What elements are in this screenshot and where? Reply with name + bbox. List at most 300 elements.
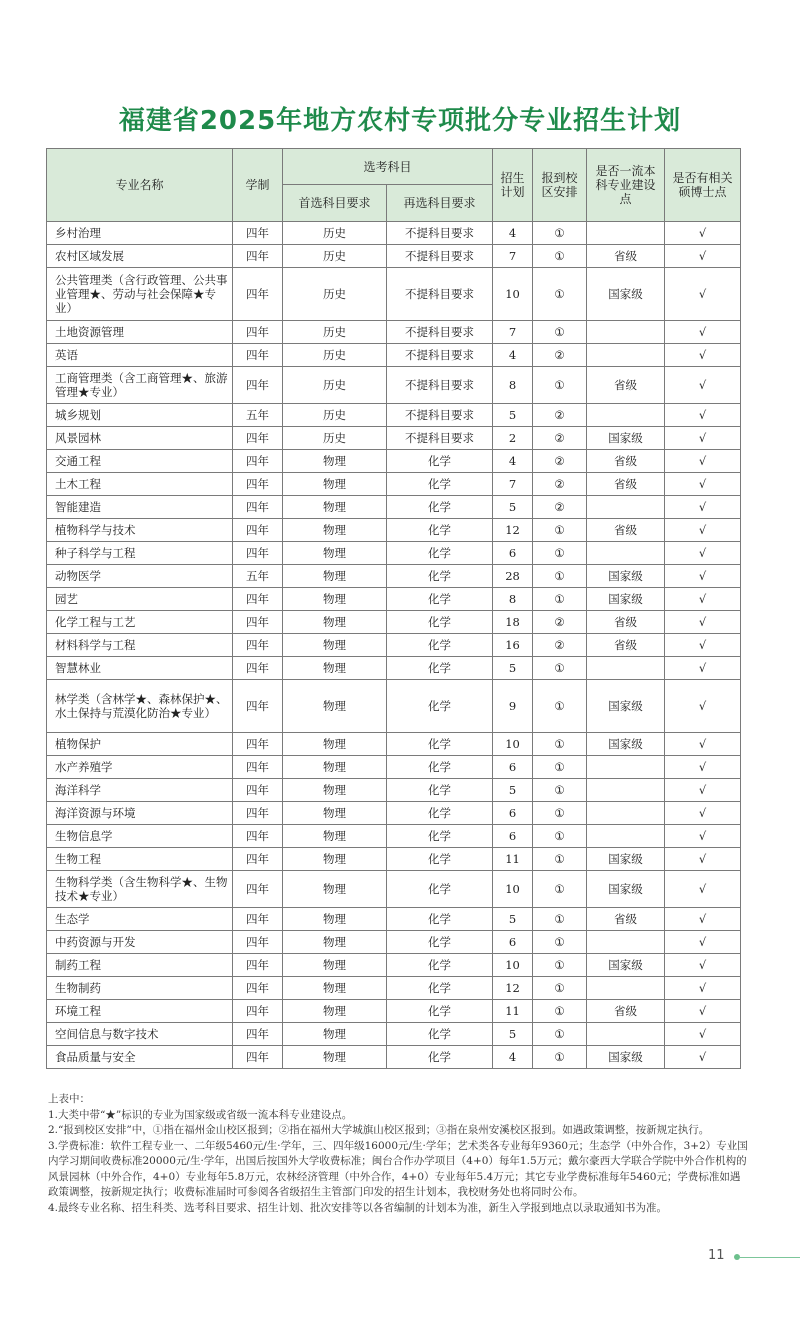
first-subject-cell: 物理 (283, 1023, 387, 1046)
campus-cell: ① (533, 657, 587, 680)
doctoral-cell: √ (665, 1046, 741, 1069)
doctoral-cell: √ (665, 611, 741, 634)
doctoral-cell: √ (665, 473, 741, 496)
table-row (47, 634, 741, 657)
table-row (47, 825, 741, 848)
plan-cell: 4 (493, 450, 533, 473)
campus-cell: ① (533, 756, 587, 779)
duration-cell: 四年 (233, 634, 283, 657)
first-subject-cell: 物理 (283, 657, 387, 680)
doctoral-cell: √ (665, 931, 741, 954)
header-major: 专业名称 (47, 149, 233, 222)
plan-cell: 9 (493, 680, 533, 733)
campus-cell: ② (533, 344, 587, 367)
duration-cell: 四年 (233, 871, 283, 908)
duration-cell: 四年 (233, 931, 283, 954)
major-cell: 土木工程 (47, 473, 233, 496)
campus-cell: ② (533, 404, 587, 427)
campus-cell: ① (533, 588, 587, 611)
first-class-cell: 省级 (587, 634, 665, 657)
duration-cell: 四年 (233, 733, 283, 756)
first-class-cell: 省级 (587, 473, 665, 496)
footer-line (740, 1257, 800, 1258)
first-class-cell: 省级 (587, 519, 665, 542)
header-subjects: 选考科目 (283, 149, 493, 185)
table-row (47, 779, 741, 802)
page-title: 福建省2025年地方农村专项批分专业招生计划 (118, 106, 682, 136)
doctoral-cell: √ (665, 404, 741, 427)
header-duration: 学制 (233, 149, 283, 222)
first-subject-cell: 历史 (283, 222, 387, 245)
header-plan: 招生计划 (493, 149, 533, 222)
first-subject-cell: 物理 (283, 473, 387, 496)
table-row (47, 1023, 741, 1046)
major-cell: 食品质量与安全 (47, 1046, 233, 1069)
table-row (47, 657, 741, 680)
plan-cell: 10 (493, 733, 533, 756)
page-number: 11 (708, 1248, 725, 1263)
plan-cell: 6 (493, 931, 533, 954)
major-cell: 水产养殖学 (47, 756, 233, 779)
major-cell: 智能建造 (47, 496, 233, 519)
doctoral-cell: √ (665, 954, 741, 977)
first-class-cell (587, 321, 665, 344)
table-row (47, 908, 741, 931)
first-class-cell (587, 222, 665, 245)
doctoral-cell: √ (665, 634, 741, 657)
table-row (47, 848, 741, 871)
plan-cell: 4 (493, 1046, 533, 1069)
second-subject-cell: 不提科目要求 (387, 404, 493, 427)
first-subject-cell: 物理 (283, 588, 387, 611)
plan-cell: 5 (493, 908, 533, 931)
first-subject-cell: 历史 (283, 268, 387, 321)
table-row (47, 802, 741, 825)
second-subject-cell: 化学 (387, 657, 493, 680)
duration-cell: 五年 (233, 404, 283, 427)
second-subject-cell: 化学 (387, 519, 493, 542)
second-subject-cell: 化学 (387, 931, 493, 954)
table-row (47, 931, 741, 954)
table-row (47, 268, 741, 321)
first-class-cell (587, 825, 665, 848)
first-subject-cell: 物理 (283, 871, 387, 908)
plan-cell: 5 (493, 404, 533, 427)
first-subject-cell: 历史 (283, 404, 387, 427)
second-subject-cell: 化学 (387, 908, 493, 931)
first-subject-cell: 物理 (283, 931, 387, 954)
major-cell: 空间信息与数字技术 (47, 1023, 233, 1046)
doctoral-cell: √ (665, 825, 741, 848)
header-campus: 报到校区安排 (533, 149, 587, 222)
plan-cell: 11 (493, 1000, 533, 1023)
first-subject-cell: 物理 (283, 450, 387, 473)
duration-cell: 四年 (233, 954, 283, 977)
campus-cell: ① (533, 268, 587, 321)
header-second-subject: 再选科目要求 (387, 185, 493, 222)
plan-cell: 12 (493, 519, 533, 542)
campus-cell: ① (533, 871, 587, 908)
doctoral-cell: √ (665, 657, 741, 680)
first-class-cell: 省级 (587, 367, 665, 404)
major-cell: 英语 (47, 344, 233, 367)
duration-cell: 四年 (233, 611, 283, 634)
first-subject-cell: 物理 (283, 756, 387, 779)
second-subject-cell: 化学 (387, 825, 493, 848)
duration-cell: 四年 (233, 496, 283, 519)
plan-cell: 8 (493, 588, 533, 611)
doctoral-cell: √ (665, 268, 741, 321)
note-line: 4.最终专业名称、招生科类、选考科目要求、招生计划、批次安排等以各省编制的计划本为准，新生入学报到地点以录取通知书为准。 (48, 1201, 668, 1214)
duration-cell: 四年 (233, 1023, 283, 1046)
duration-cell: 四年 (233, 802, 283, 825)
plan-cell: 4 (493, 344, 533, 367)
table-row (47, 321, 741, 344)
first-class-cell: 国家级 (587, 588, 665, 611)
second-subject-cell: 化学 (387, 779, 493, 802)
notes (48, 1092, 748, 1216)
plan-cell: 6 (493, 802, 533, 825)
plan-cell: 12 (493, 977, 533, 1000)
enrollment-plan-table (46, 148, 741, 1069)
second-subject-cell: 不提科目要求 (387, 268, 493, 321)
campus-cell: ① (533, 931, 587, 954)
duration-cell: 四年 (233, 245, 283, 268)
major-cell: 生态学 (47, 908, 233, 931)
doctoral-cell: √ (665, 542, 741, 565)
first-subject-cell: 历史 (283, 321, 387, 344)
second-subject-cell: 不提科目要求 (387, 344, 493, 367)
plan-cell: 6 (493, 825, 533, 848)
first-subject-cell: 物理 (283, 565, 387, 588)
table-row (47, 496, 741, 519)
major-cell: 制药工程 (47, 954, 233, 977)
table-row (47, 427, 741, 450)
second-subject-cell: 化学 (387, 977, 493, 1000)
major-cell: 智慧林业 (47, 657, 233, 680)
table-row (47, 756, 741, 779)
duration-cell: 四年 (233, 977, 283, 1000)
doctoral-cell: √ (665, 680, 741, 733)
table-row (47, 473, 741, 496)
second-subject-cell: 化学 (387, 473, 493, 496)
major-cell: 城乡规划 (47, 404, 233, 427)
plan-cell: 5 (493, 657, 533, 680)
duration-cell: 四年 (233, 519, 283, 542)
first-class-cell: 国家级 (587, 427, 665, 450)
doctoral-cell: √ (665, 802, 741, 825)
major-cell: 生物科学类（含生物科学★、生物技术★专业） (47, 871, 233, 908)
first-subject-cell: 历史 (283, 344, 387, 367)
campus-cell: ① (533, 1000, 587, 1023)
second-subject-cell: 化学 (387, 611, 493, 634)
major-cell: 植物保护 (47, 733, 233, 756)
first-subject-cell: 物理 (283, 733, 387, 756)
major-cell: 生物信息学 (47, 825, 233, 848)
plan-cell: 5 (493, 496, 533, 519)
duration-cell: 四年 (233, 1000, 283, 1023)
doctoral-cell: √ (665, 588, 741, 611)
first-class-cell: 国家级 (587, 680, 665, 733)
first-class-cell (587, 802, 665, 825)
doctoral-cell: √ (665, 779, 741, 802)
table-row (47, 977, 741, 1000)
campus-cell: ① (533, 733, 587, 756)
plan-cell: 6 (493, 542, 533, 565)
plan-cell: 6 (493, 756, 533, 779)
note-line: 2.“报到校区安排”中，①指在福州金山校区报到；②指在福州大学城旗山校区报到；③指在泉州安溪校区报到。如遇政策调整，按新规定执行。 (48, 1124, 710, 1136)
doctoral-cell: √ (665, 519, 741, 542)
first-subject-cell: 物理 (283, 611, 387, 634)
first-subject-cell: 物理 (283, 634, 387, 657)
plan-cell: 11 (493, 848, 533, 871)
campus-cell: ① (533, 565, 587, 588)
first-subject-cell: 物理 (283, 848, 387, 871)
campus-cell: ① (533, 825, 587, 848)
campus-cell: ① (533, 321, 587, 344)
campus-cell: ① (533, 802, 587, 825)
second-subject-cell: 化学 (387, 733, 493, 756)
campus-cell: ① (533, 1046, 587, 1069)
doctoral-cell: √ (665, 496, 741, 519)
campus-cell: ① (533, 542, 587, 565)
duration-cell: 四年 (233, 657, 283, 680)
second-subject-cell: 化学 (387, 802, 493, 825)
plan-cell: 4 (493, 222, 533, 245)
duration-cell: 四年 (233, 848, 283, 871)
doctoral-cell: √ (665, 756, 741, 779)
duration-cell: 四年 (233, 321, 283, 344)
major-cell: 风景园林 (47, 427, 233, 450)
first-subject-cell: 物理 (283, 542, 387, 565)
major-cell: 海洋科学 (47, 779, 233, 802)
campus-cell: ① (533, 519, 587, 542)
first-subject-cell: 物理 (283, 977, 387, 1000)
campus-cell: ① (533, 977, 587, 1000)
major-cell: 种子科学与工程 (47, 542, 233, 565)
doctoral-cell: √ (665, 321, 741, 344)
doctoral-cell: √ (665, 977, 741, 1000)
plan-cell: 7 (493, 321, 533, 344)
doctoral-cell: √ (665, 565, 741, 588)
major-cell: 中药资源与开发 (47, 931, 233, 954)
first-subject-cell: 物理 (283, 1000, 387, 1023)
table-row (47, 519, 741, 542)
plan-cell: 5 (493, 779, 533, 802)
first-subject-cell: 物理 (283, 779, 387, 802)
doctoral-cell: √ (665, 344, 741, 367)
first-subject-cell: 历史 (283, 427, 387, 450)
major-cell: 生物工程 (47, 848, 233, 871)
first-class-cell (587, 756, 665, 779)
duration-cell: 四年 (233, 222, 283, 245)
first-subject-cell: 物理 (283, 954, 387, 977)
plan-cell: 5 (493, 1023, 533, 1046)
second-subject-cell: 不提科目要求 (387, 222, 493, 245)
table-row (47, 245, 741, 268)
header-first-subject: 首选科目要求 (283, 185, 387, 222)
major-cell: 生物制药 (47, 977, 233, 1000)
first-class-cell (587, 931, 665, 954)
second-subject-cell: 化学 (387, 848, 493, 871)
table-row (47, 611, 741, 634)
first-subject-cell: 物理 (283, 908, 387, 931)
table-row (47, 450, 741, 473)
first-class-cell (587, 1023, 665, 1046)
duration-cell: 四年 (233, 680, 283, 733)
plan-cell: 18 (493, 611, 533, 634)
table-row (47, 1046, 741, 1069)
campus-cell: ① (533, 245, 587, 268)
major-cell: 化学工程与工艺 (47, 611, 233, 634)
note-line: 上表中： (48, 1093, 90, 1105)
major-cell: 农村区域发展 (47, 245, 233, 268)
plan-cell: 16 (493, 634, 533, 657)
campus-cell: ① (533, 367, 587, 404)
second-subject-cell: 化学 (387, 680, 493, 733)
major-cell: 乡村治理 (47, 222, 233, 245)
plan-cell: 28 (493, 565, 533, 588)
campus-cell: ② (533, 496, 587, 519)
plan-cell: 2 (493, 427, 533, 450)
table-row (47, 344, 741, 367)
second-subject-cell: 化学 (387, 496, 493, 519)
first-subject-cell: 历史 (283, 367, 387, 404)
first-subject-cell: 物理 (283, 519, 387, 542)
second-subject-cell: 化学 (387, 450, 493, 473)
second-subject-cell: 化学 (387, 756, 493, 779)
campus-cell: ① (533, 779, 587, 802)
header-doctoral: 是否有相关硕博士点 (665, 149, 741, 222)
campus-cell: ② (533, 427, 587, 450)
second-subject-cell: 化学 (387, 1000, 493, 1023)
first-class-cell: 省级 (587, 245, 665, 268)
table-row (47, 680, 741, 733)
doctoral-cell: √ (665, 871, 741, 908)
second-subject-cell: 不提科目要求 (387, 321, 493, 344)
first-subject-cell: 物理 (283, 802, 387, 825)
first-subject-cell: 物理 (283, 680, 387, 733)
campus-cell: ② (533, 634, 587, 657)
doctoral-cell: √ (665, 848, 741, 871)
major-cell: 动物医学 (47, 565, 233, 588)
major-cell: 园艺 (47, 588, 233, 611)
major-cell: 林学类（含林学★、森林保护★、水土保持与荒漠化防治★专业） (47, 680, 233, 733)
second-subject-cell: 不提科目要求 (387, 245, 493, 268)
plan-cell: 10 (493, 268, 533, 321)
table-row (47, 1000, 741, 1023)
first-class-cell (587, 977, 665, 1000)
major-cell: 环境工程 (47, 1000, 233, 1023)
doctoral-cell: √ (665, 908, 741, 931)
second-subject-cell: 化学 (387, 634, 493, 657)
table-row (47, 565, 741, 588)
major-cell: 海洋资源与环境 (47, 802, 233, 825)
first-class-cell (587, 496, 665, 519)
duration-cell: 四年 (233, 779, 283, 802)
second-subject-cell: 化学 (387, 1023, 493, 1046)
second-subject-cell: 不提科目要求 (387, 427, 493, 450)
doctoral-cell: √ (665, 427, 741, 450)
duration-cell: 四年 (233, 473, 283, 496)
campus-cell: ① (533, 1023, 587, 1046)
first-class-cell (587, 344, 665, 367)
first-class-cell: 省级 (587, 611, 665, 634)
note-line: 1.大类中带“★”标识的专业为国家级或省级一流本科专业建设点。 (48, 1108, 353, 1121)
campus-cell: ① (533, 954, 587, 977)
doctoral-cell: √ (665, 367, 741, 404)
doctoral-cell: √ (665, 733, 741, 756)
first-subject-cell: 历史 (283, 245, 387, 268)
second-subject-cell: 不提科目要求 (387, 367, 493, 404)
table-row (47, 733, 741, 756)
plan-cell: 7 (493, 245, 533, 268)
first-class-cell: 国家级 (587, 268, 665, 321)
major-cell: 土地资源管理 (47, 321, 233, 344)
major-cell: 公共管理类（含行政管理、公共事业管理★、劳动与社会保障★专业） (47, 268, 233, 321)
first-subject-cell: 物理 (283, 496, 387, 519)
duration-cell: 四年 (233, 450, 283, 473)
duration-cell: 四年 (233, 268, 283, 321)
first-class-cell: 国家级 (587, 954, 665, 977)
second-subject-cell: 化学 (387, 565, 493, 588)
second-subject-cell: 化学 (387, 588, 493, 611)
plan-cell: 10 (493, 954, 533, 977)
campus-cell: ① (533, 848, 587, 871)
first-class-cell: 省级 (587, 1000, 665, 1023)
table-row (47, 871, 741, 908)
campus-cell: ① (533, 222, 587, 245)
campus-cell: ② (533, 473, 587, 496)
major-cell: 交通工程 (47, 450, 233, 473)
doctoral-cell: √ (665, 450, 741, 473)
first-class-cell: 国家级 (587, 733, 665, 756)
duration-cell: 四年 (233, 367, 283, 404)
duration-cell: 四年 (233, 427, 283, 450)
duration-cell: 四年 (233, 825, 283, 848)
plan-cell: 7 (493, 473, 533, 496)
table-row (47, 367, 741, 404)
duration-cell: 四年 (233, 756, 283, 779)
duration-cell: 四年 (233, 542, 283, 565)
doctoral-cell: √ (665, 222, 741, 245)
major-cell: 材料科学与工程 (47, 634, 233, 657)
first-class-cell (587, 404, 665, 427)
campus-cell: ① (533, 680, 587, 733)
first-class-cell: 省级 (587, 908, 665, 931)
first-class-cell: 国家级 (587, 565, 665, 588)
table-row (47, 542, 741, 565)
duration-cell: 四年 (233, 908, 283, 931)
first-class-cell (587, 657, 665, 680)
first-class-cell (587, 779, 665, 802)
duration-cell: 四年 (233, 588, 283, 611)
table-row (47, 222, 741, 245)
second-subject-cell: 化学 (387, 1046, 493, 1069)
table-row (47, 404, 741, 427)
first-subject-cell: 物理 (283, 1046, 387, 1069)
first-class-cell: 国家级 (587, 1046, 665, 1069)
first-class-cell: 国家级 (587, 871, 665, 908)
first-subject-cell: 物理 (283, 825, 387, 848)
first-class-cell: 省级 (587, 450, 665, 473)
campus-cell: ② (533, 611, 587, 634)
header-first-class: 是否一流本科专业建设点 (587, 149, 665, 222)
major-cell: 工商管理类（含工商管理★、旅游管理★专业） (47, 367, 233, 404)
duration-cell: 四年 (233, 1046, 283, 1069)
first-class-cell: 国家级 (587, 848, 665, 871)
note-line: 3.学费标准：软件工程专业一、二年级5460元/生·学年，三、四年级16000元/生·学年；艺术类各专业每年9360元；生态学（中外合作，3+2）专业国内学习期间收费标准20000元/生·学年，出国后按国外大学收费标准；闽台合作办学项目（4+0）每年1.5万元；戴尔豪西大学联合学院中外合作机构的风景园林（中外合作，4+0）专业每年5.8万元，农林经济管理（中外合作，4+0）专业每年5.4万元；其它专业学费标准每年5460元；学费标准如遇政策调整，按新规定执行；收费标准届时可参阅各省级招生主管部门印发的招生计划本，我校财务处也将同时公布。 (48, 1139, 748, 1198)
